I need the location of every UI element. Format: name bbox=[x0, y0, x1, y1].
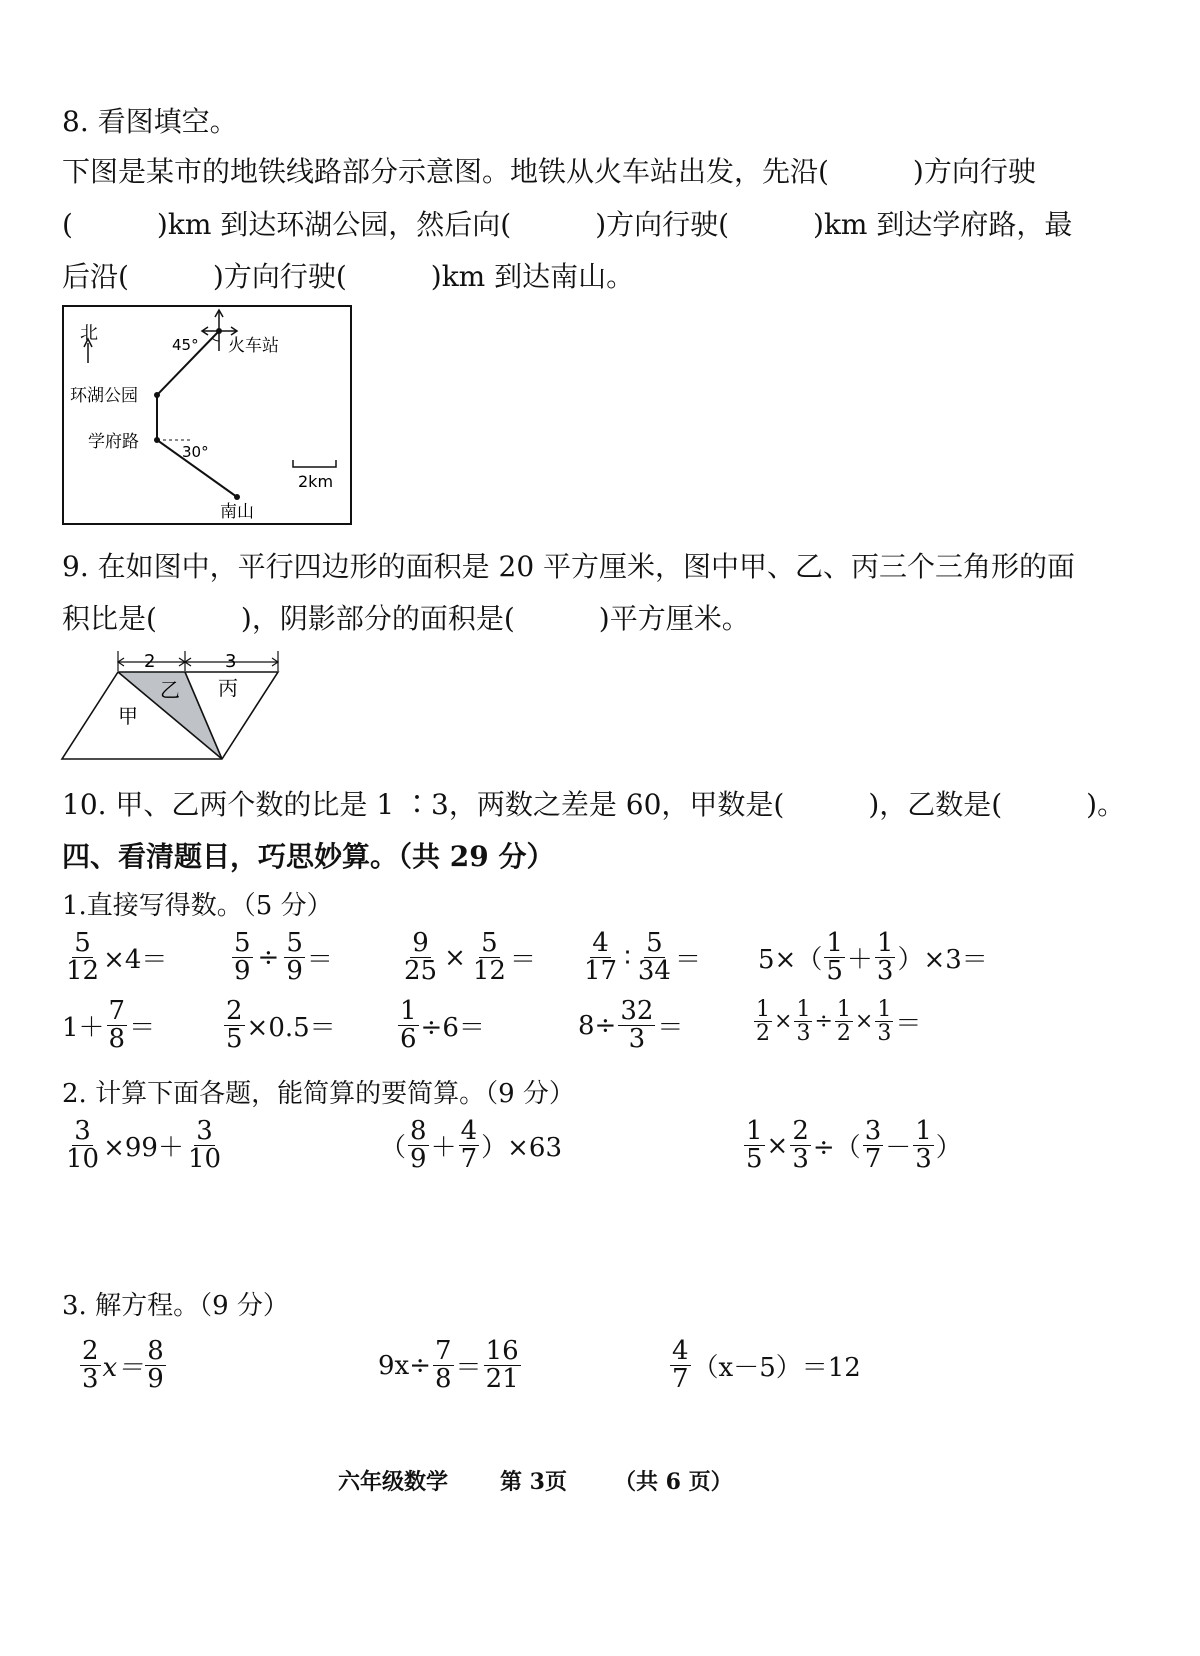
q8-line2: ( )km 到达环湖公园，然后向( )方向行驶( )km 到达学府路，最 bbox=[62, 208, 1073, 241]
equation-1: $\frac{2}{3}$ x＝ $\frac{8}{9}$ bbox=[82, 1336, 164, 1395]
footer-total: （共 6 页） bbox=[614, 1469, 733, 1495]
north-label: 北 bbox=[80, 323, 98, 344]
subway-route bbox=[157, 331, 237, 497]
angle-45-label: 45° bbox=[172, 336, 199, 354]
q10-text: 10. 甲、乙两个数的比是 1 ∶3，两数之差是 60，甲数是( )，乙数是( )。 bbox=[62, 788, 1126, 821]
yi-label: 乙 bbox=[160, 678, 180, 702]
calc-expr-3: $\frac{9}{25}$ × $\frac{5}{12}$ ＝ bbox=[404, 928, 536, 987]
bing-label: 丙 bbox=[218, 676, 238, 700]
train-station-label: 火车站 bbox=[228, 336, 279, 356]
calc-expr-9: 8÷ $\frac{32}{3}$ ＝ bbox=[578, 996, 684, 1055]
calc-expr-8: $\frac{1}{6}$ ÷6＝ bbox=[400, 996, 485, 1055]
calc-expr-10: $\frac{1}{2}$ × $\frac{1}{3}$ ÷ $\frac{1}{2}$ × $\frac{1}{3}$ ＝ bbox=[756, 997, 922, 1047]
p2-title: 2. 计算下面各题，能简算的要简算。（9 分） bbox=[62, 1079, 575, 1109]
calc-expr-2: $\frac{5}{9}$ ÷ $\frac{5}{9}$ ＝ bbox=[234, 928, 333, 987]
q8-line1: 下图是某市的地铁线路部分示意图。地铁从火车站出发，先沿( )方向行驶 bbox=[62, 155, 1036, 188]
jia-label: 甲 bbox=[118, 704, 138, 728]
parallelogram-figure bbox=[60, 645, 290, 770]
scale-label: 2km bbox=[298, 472, 334, 491]
equation-2: 9x÷ $\frac{7}{8}$ ＝ $\frac{16}{21}$ bbox=[378, 1336, 519, 1395]
footer-subject: 六年级数学 bbox=[338, 1469, 449, 1495]
segment-2-label: 2 bbox=[144, 651, 156, 672]
q8-line3: 后沿( )方向行驶( )km 到达南山。 bbox=[62, 260, 635, 293]
p3-title: 3. 解方程。（9 分） bbox=[62, 1291, 289, 1321]
simplify-expr-1: $\frac{3}{10}$ ×99＋ $\frac{3}{10}$ bbox=[66, 1116, 222, 1175]
calc-expr-4: $\frac{4}{17}$ ∶ $\frac{5}{34}$ ＝ bbox=[584, 928, 701, 987]
lake-park-label: 环湖公园 bbox=[70, 386, 138, 406]
q8-title: 8. 看图填空。 bbox=[62, 105, 238, 138]
q9-line1: 9. 在如图中，平行四边形的面积是 20 平方厘米，图中甲、乙、丙三个三角形的面 bbox=[62, 550, 1076, 583]
section4-title: 四、看清题目，巧思妙算。（共 29 分） bbox=[62, 840, 555, 873]
nanshan-label: 南山 bbox=[220, 502, 254, 522]
calc-expr-7: $\frac{2}{5}$ ×0.5＝ bbox=[226, 996, 336, 1055]
equation-3: $\frac{4}{7}$ （x－5）＝12 bbox=[672, 1336, 861, 1395]
calc-expr-6: 1＋ $\frac{7}{8}$ ＝ bbox=[62, 996, 156, 1055]
subway-map-figure bbox=[62, 305, 354, 527]
footer-page: 第 3页 bbox=[500, 1469, 567, 1495]
xuefu-road-label: 学府路 bbox=[88, 432, 139, 452]
angle-30-label: 30° bbox=[182, 443, 209, 461]
calc-expr-5: 5×（ $\frac{1}{5}$ ＋ $\frac{1}{3}$ ）×3＝ bbox=[758, 928, 988, 987]
segment-3-label: 3 bbox=[225, 651, 237, 672]
q9-line2: 积比是( )，阴影部分的面积是( )平方厘米。 bbox=[62, 602, 750, 635]
calc-expr-1: $\frac{5}{12}$ ×4＝ bbox=[66, 928, 168, 987]
p1-title: 1.直接写得数。（5 分） bbox=[62, 891, 333, 921]
simplify-expr-3: $\frac{1}{5}$ × $\frac{2}{3}$ ÷（ $\frac{3}{7}$ － $\frac{1}{3}$ ） bbox=[746, 1116, 962, 1175]
simplify-expr-2: （ $\frac{8}{9}$ ＋ $\frac{4}{7}$ ）×63 bbox=[380, 1116, 562, 1175]
